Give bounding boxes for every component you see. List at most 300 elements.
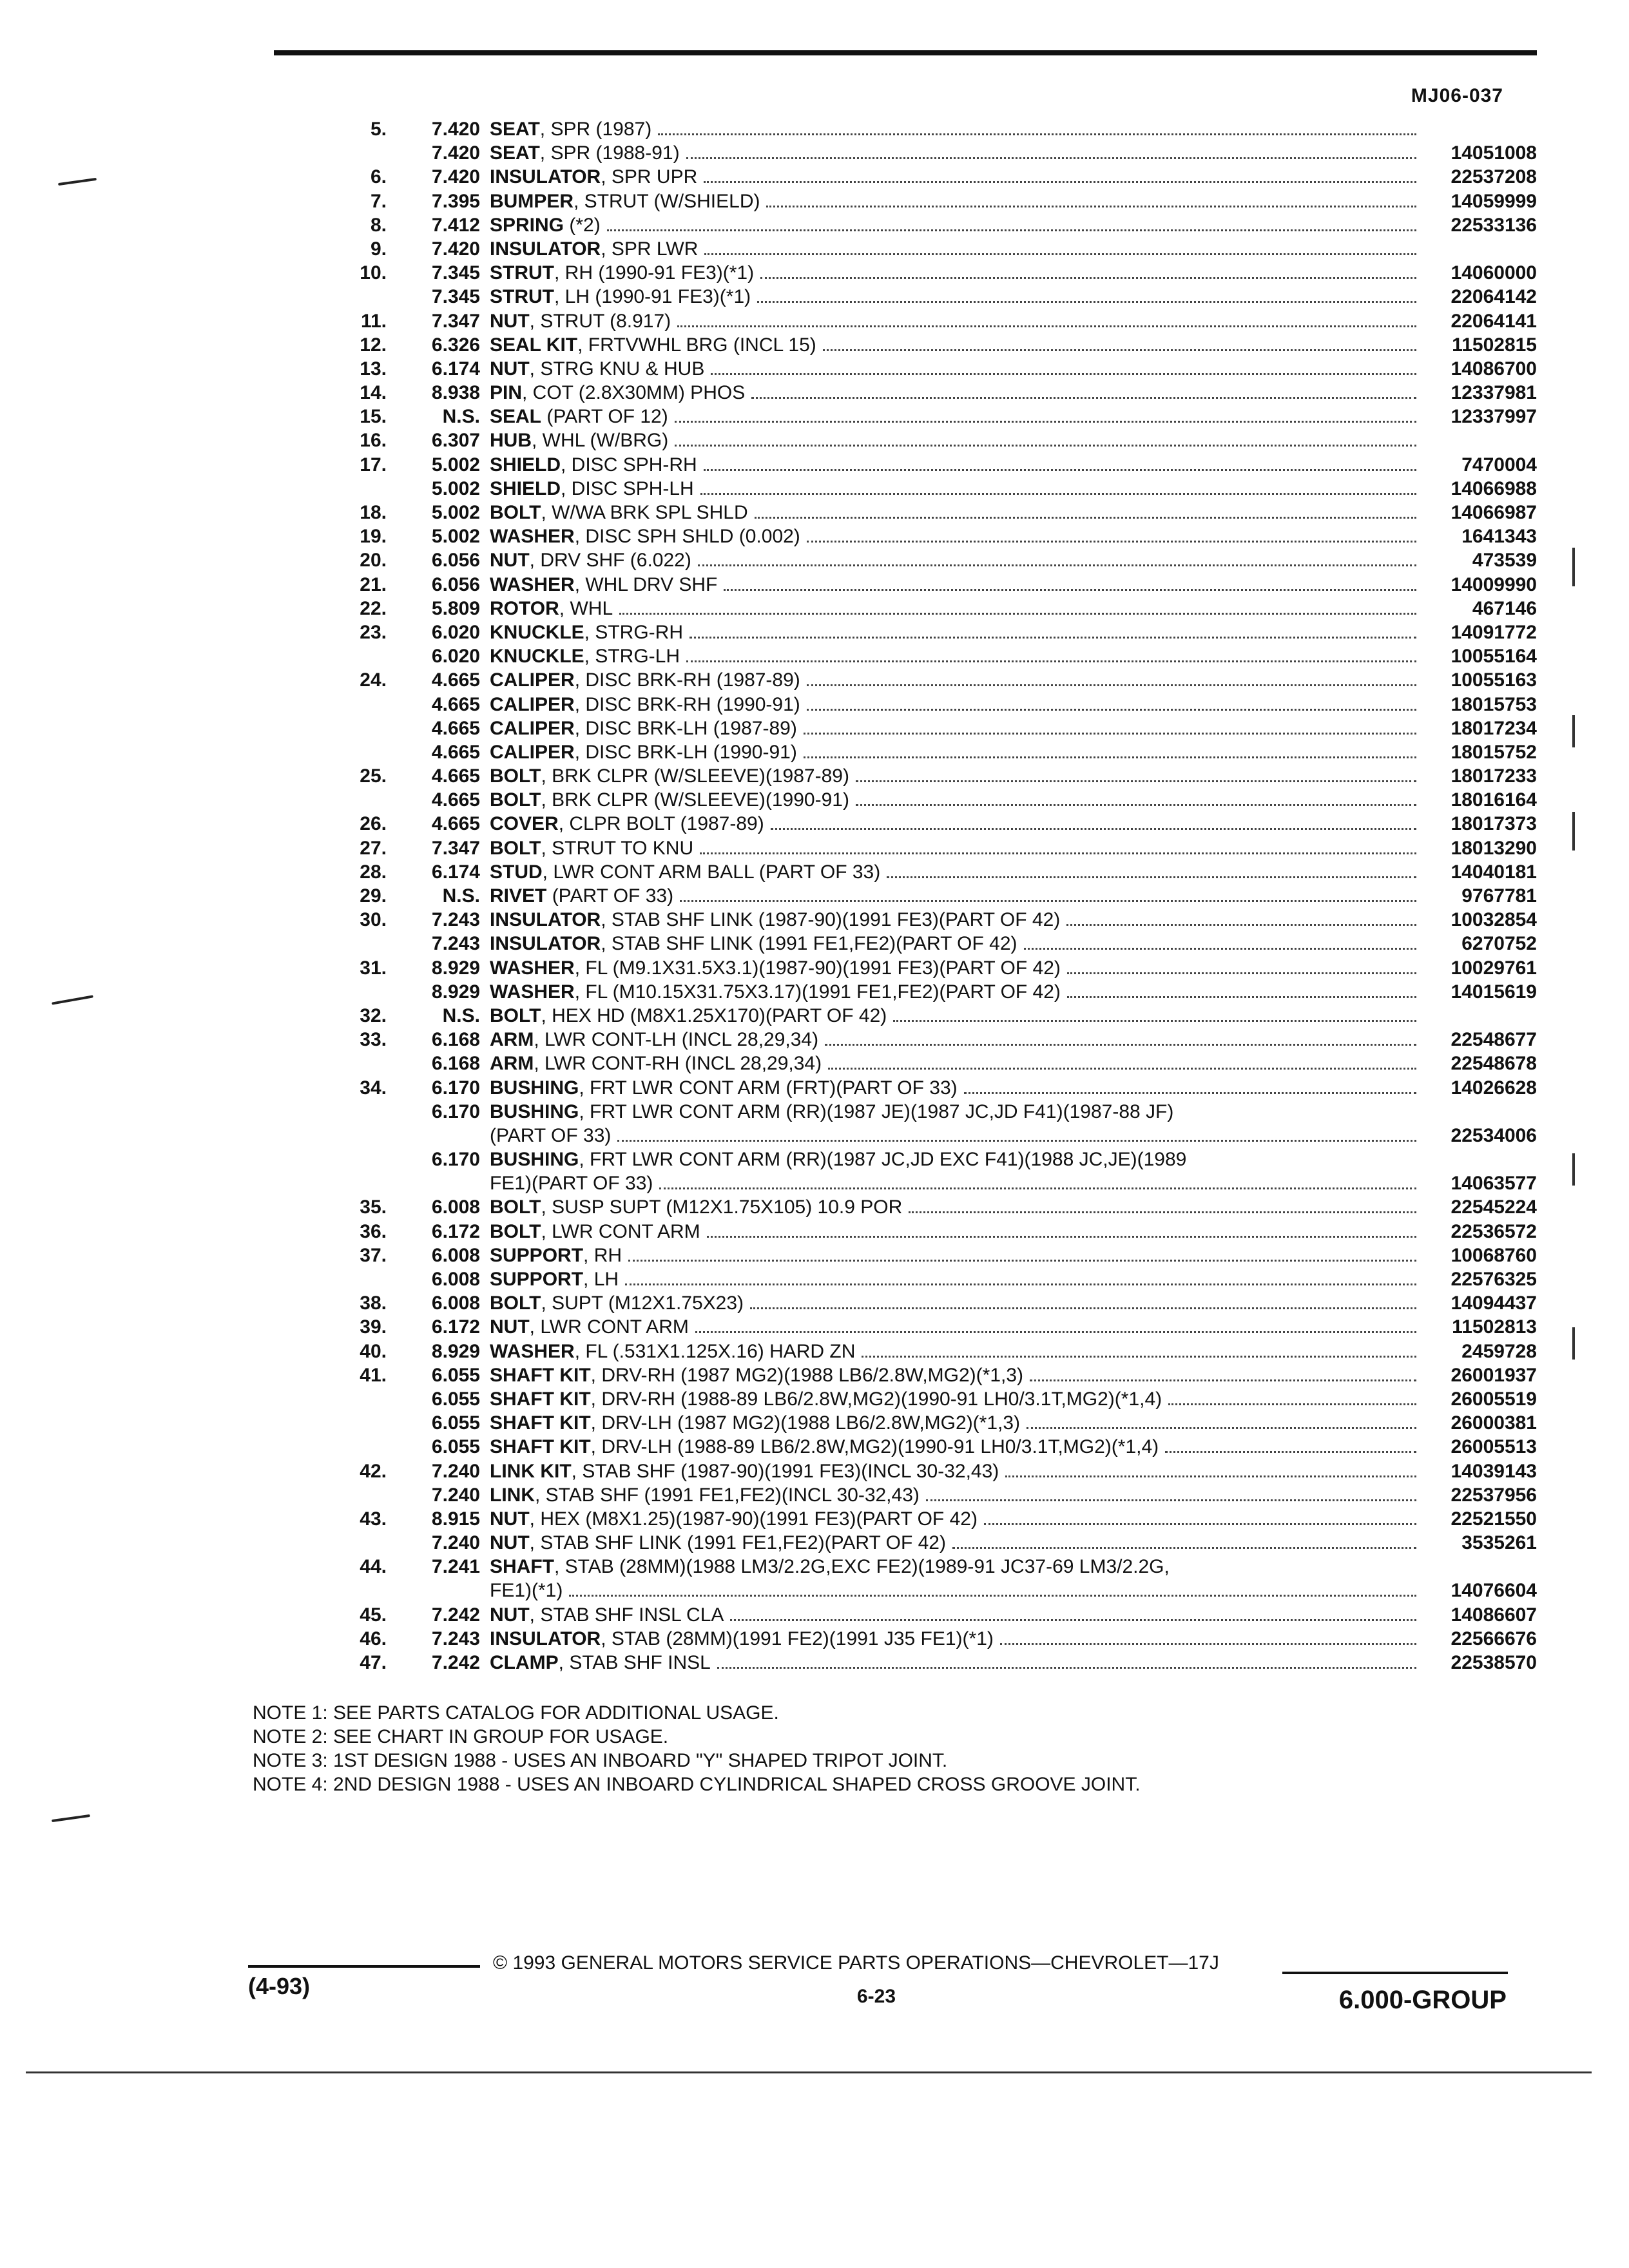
group-code: 6.008 <box>431 1269 480 1291</box>
item-number: 19. <box>360 526 387 548</box>
part-number: 22064141 <box>1451 310 1537 332</box>
dot-leader <box>750 1307 1416 1309</box>
part-number: 22538570 <box>1451 1652 1537 1674</box>
part-row <box>296 333 1537 357</box>
part-description: , WHL DRV SHF <box>574 573 718 595</box>
item-number: 23. <box>360 621 387 643</box>
note-line: NOTE 3: 1ST DESIGN 1988 - USES AN INBOARD "Y" SHAPED TRIPOT JOINT. <box>253 1750 948 1771</box>
part-number: 22534006 <box>1451 1124 1537 1146</box>
part-description: , FRT LWR CONT ARM (RR)(1987 JC,JD EXC F41)(1988 JC,JE)(1989 <box>579 1149 1187 1171</box>
item-number: 8. <box>370 214 387 236</box>
part-name: SHAFT KIT <box>490 1436 591 1458</box>
part-number: 14009990 <box>1451 573 1537 595</box>
part-name: ARM <box>490 1053 534 1075</box>
group-code: 7.347 <box>431 837 480 859</box>
group-code: 7.420 <box>431 166 480 188</box>
dot-leader <box>689 637 1416 639</box>
part-name: LINK KIT <box>490 1460 572 1482</box>
dot-leader <box>856 804 1416 806</box>
part-row <box>296 693 1537 716</box>
part-number: 26001937 <box>1451 1364 1537 1386</box>
part-row <box>296 573 1537 597</box>
dot-leader <box>704 181 1416 183</box>
part-description: , BRK CLPR (W/SLEEVE)(1987-89) <box>541 765 849 787</box>
part-row <box>296 1340 1537 1363</box>
part-row <box>296 1507 1537 1531</box>
part-number: 6270752 <box>1461 933 1537 955</box>
item-number: 14. <box>360 382 387 404</box>
part-description: (*2) <box>564 214 601 236</box>
part-number: 18017373 <box>1451 813 1537 835</box>
part-number: 473539 <box>1472 550 1537 572</box>
part-number: 14059999 <box>1451 190 1537 212</box>
part-row <box>296 1267 1537 1291</box>
part-row <box>296 357 1537 381</box>
dot-leader <box>717 1667 1416 1669</box>
item-number: 13. <box>360 358 387 380</box>
group-code: 5.002 <box>431 454 480 476</box>
part-name: BOLT <box>490 789 541 811</box>
part-name: BOLT <box>490 1220 541 1242</box>
group-code: 4.665 <box>431 693 480 715</box>
part-row <box>296 1195 1537 1219</box>
part-row <box>296 1315 1537 1339</box>
part-row <box>296 620 1537 644</box>
dot-leader <box>704 469 1416 471</box>
part-name: BOLT <box>490 765 541 787</box>
margin-mark <box>58 178 97 186</box>
part-name: NUT <box>490 310 530 332</box>
part-row <box>296 1435 1537 1459</box>
dot-leader <box>700 852 1416 854</box>
part-row <box>296 908 1537 932</box>
part-number: 14040181 <box>1451 861 1537 883</box>
group-code: 6.055 <box>431 1364 480 1386</box>
item-number: 47. <box>360 1652 387 1674</box>
part-number: 11502813 <box>1452 1316 1537 1338</box>
top-rule <box>274 50 1537 55</box>
part-name: SHAFT KIT <box>490 1364 591 1386</box>
part-number: 22536572 <box>1451 1220 1537 1242</box>
page-number: 6-23 <box>857 1986 896 2007</box>
document-id: MJ06-037 <box>1411 85 1503 106</box>
group-code: 7.243 <box>431 909 480 931</box>
part-number: 26005519 <box>1451 1388 1537 1410</box>
dot-leader <box>804 733 1416 735</box>
part-name: INSULATOR <box>490 166 601 188</box>
part-name: CALIPER <box>490 693 575 715</box>
part-name: INSULATOR <box>490 238 601 260</box>
part-name: NUT <box>490 550 530 572</box>
part-description: , FRT LWR CONT ARM (RR)(1987 JE)(1987 JC,JD F41)(1987-88 JF) <box>579 1100 1174 1122</box>
dot-leader <box>695 1331 1416 1333</box>
footer-rule-right <box>1282 1972 1508 1974</box>
part-number: 14066988 <box>1451 477 1537 499</box>
part-name: CALIPER <box>490 717 575 739</box>
part-number: 22548677 <box>1451 1029 1537 1051</box>
part-name: BOLT <box>490 1196 541 1218</box>
part-description: , W/WA BRK SPL SHLD <box>541 502 748 523</box>
part-number: 14051008 <box>1451 142 1537 164</box>
footer-date: (4-93) <box>248 1973 311 1999</box>
dot-leader <box>1067 972 1416 974</box>
group-code: 7.420 <box>431 142 480 164</box>
part-description: , STRUT TO KNU <box>541 837 694 859</box>
part-name: SEAT <box>490 119 540 140</box>
part-row <box>296 428 1537 452</box>
part-number: 11502815 <box>1452 334 1537 356</box>
dot-leader <box>1066 924 1416 926</box>
part-name: INSULATOR <box>490 1628 601 1649</box>
group-code: 7.347 <box>431 310 480 332</box>
group-code: 8.938 <box>431 382 480 404</box>
part-number: 22537208 <box>1451 166 1537 188</box>
part-name: INSULATOR <box>490 909 601 931</box>
part-description: , RH (1990-91 FE3)(*1) <box>554 262 755 284</box>
part-number: 22521550 <box>1451 1508 1537 1530</box>
part-number: 10068760 <box>1451 1244 1537 1266</box>
part-row <box>296 1627 1537 1651</box>
item-number: 9. <box>370 238 387 260</box>
group-code: 7.242 <box>431 1604 480 1626</box>
item-number: 24. <box>360 669 387 691</box>
part-description: , DRV SHF (6.022) <box>529 550 691 572</box>
dot-leader <box>686 157 1416 159</box>
group-code: 4.665 <box>431 765 480 787</box>
group-code: 7.243 <box>431 1628 480 1649</box>
part-description: , STAB SHF INSL <box>558 1652 711 1674</box>
edge-mark <box>1572 1153 1575 1186</box>
part-description: , DISC SPH-LH <box>561 477 694 499</box>
part-row <box>296 405 1537 428</box>
note-line: NOTE 4: 2ND DESIGN 1988 - USES AN INBOARD CYLINDRICAL SHAPED CROSS GROOVE JOINT. <box>253 1774 1141 1795</box>
item-number: 43. <box>360 1508 387 1530</box>
part-name: PIN <box>490 382 523 404</box>
group-code: 6.008 <box>431 1244 480 1266</box>
part-name: SHAFT KIT <box>490 1412 591 1434</box>
group-label: 6.000-GROUP <box>1338 1986 1507 2014</box>
part-name: SUPPORT <box>490 1244 584 1266</box>
group-code: 7.395 <box>431 190 480 212</box>
part-name: CALIPER <box>490 669 575 691</box>
group-code: 6.056 <box>431 573 480 595</box>
dot-leader <box>825 1044 1416 1046</box>
part-number: 10055163 <box>1451 669 1537 691</box>
part-description-continued: FE1)(PART OF 33) <box>490 1173 653 1195</box>
part-name: NUT <box>490 1604 530 1626</box>
part-number: 18015752 <box>1451 741 1537 763</box>
part-row <box>296 1291 1537 1315</box>
item-number: 11. <box>360 310 387 332</box>
margin-mark <box>52 995 93 1004</box>
part-number: 9767781 <box>1461 885 1537 907</box>
edge-mark <box>1572 548 1575 586</box>
part-name: HUB <box>490 430 532 452</box>
dot-leader <box>1165 1451 1416 1453</box>
dot-leader <box>751 397 1416 399</box>
group-code: 4.665 <box>431 717 480 739</box>
part-number: 26005513 <box>1451 1436 1537 1458</box>
part-name: WASHER <box>490 957 575 979</box>
dot-leader <box>628 1260 1416 1262</box>
part-number: 22566676 <box>1451 1628 1537 1649</box>
part-name: SPRING <box>490 214 564 236</box>
parts-list <box>296 117 1537 1675</box>
group-code: 6.172 <box>431 1316 480 1338</box>
part-name: SHAFT <box>490 1556 554 1578</box>
part-description: , STAB SHF LINK (1991 FE1,FE2)(PART OF 42) <box>529 1532 946 1554</box>
part-number: 14026628 <box>1451 1077 1537 1099</box>
part-row <box>296 644 1537 668</box>
dot-leader <box>984 1523 1416 1525</box>
group-code: 7.420 <box>431 238 480 260</box>
part-description: , STAB SHF LINK (1987-90)(1991 FE3)(PART OF 42) <box>601 909 1061 931</box>
dot-leader <box>607 229 1416 231</box>
part-row <box>296 764 1537 788</box>
group-code: 4.665 <box>431 813 480 835</box>
group-code: 6.168 <box>431 1053 480 1075</box>
part-description: , SPR LWR <box>601 238 699 260</box>
part-name: BOLT <box>490 837 541 859</box>
part-number: 14094437 <box>1451 1293 1537 1314</box>
part-number: 22064142 <box>1451 286 1537 308</box>
group-code: N.S. <box>442 885 480 907</box>
part-name: RIVET <box>490 885 547 907</box>
part-number: 12337997 <box>1451 406 1537 428</box>
group-code: 6.170 <box>431 1149 480 1171</box>
dot-leader <box>569 1595 1416 1597</box>
dot-leader <box>700 493 1416 495</box>
item-number: 16. <box>360 430 387 452</box>
part-number: 18015753 <box>1451 693 1537 715</box>
footer-rule-left <box>248 1965 480 1968</box>
item-number: 45. <box>360 1604 387 1626</box>
part-row <box>296 189 1537 213</box>
part-description: , LH (1990-91 FE3)(*1) <box>554 286 751 308</box>
part-description: , STRG-LH <box>584 646 680 668</box>
part-number: 14086607 <box>1451 1604 1537 1626</box>
part-row <box>296 309 1537 333</box>
item-number: 6. <box>370 166 387 188</box>
group-code: 8.915 <box>431 1508 480 1530</box>
part-description: , DISC BRK-RH (1990-91) <box>574 693 800 715</box>
part-description: , WHL (W/BRG) <box>532 430 669 452</box>
group-code: 6.008 <box>431 1293 480 1314</box>
item-number: 26. <box>360 813 387 835</box>
part-description: , STAB SHF LINK (1991 FE1,FE2)(PART OF 42) <box>601 933 1017 955</box>
part-description: , FL (M9.1X31.5X3.1)(1987-90)(1991 FE3)(PART OF 42) <box>574 957 1061 979</box>
part-name: STRUT <box>490 262 554 284</box>
group-code: 6.307 <box>431 430 480 452</box>
dot-leader <box>686 660 1416 662</box>
part-row <box>296 668 1537 692</box>
part-row <box>296 453 1537 477</box>
part-row <box>296 980 1537 1004</box>
group-code: 6.174 <box>431 358 480 380</box>
part-number: 10032854 <box>1451 909 1537 931</box>
part-row <box>296 524 1537 548</box>
part-description: , LH <box>583 1269 619 1291</box>
part-name: BOLT <box>490 1293 541 1314</box>
part-name: SEAL <box>490 406 542 428</box>
part-description: , WHL <box>559 597 613 619</box>
group-code: 5.002 <box>431 502 480 523</box>
part-name: COVER <box>490 813 559 835</box>
part-description: , FRTVWHL BRG (INCL 15) <box>577 334 816 356</box>
part-row <box>296 1052 1537 1075</box>
group-code: 6.326 <box>431 334 480 356</box>
group-code: 7.240 <box>431 1460 480 1482</box>
part-row <box>296 117 1537 141</box>
part-number: 10029761 <box>1451 957 1537 979</box>
dot-leader <box>704 253 1416 255</box>
dot-leader <box>711 373 1416 375</box>
group-code: 6.008 <box>431 1196 480 1218</box>
item-number: 10. <box>360 262 387 284</box>
group-code: 6.020 <box>431 646 480 668</box>
dot-leader <box>807 541 1416 543</box>
part-name: WASHER <box>490 526 575 548</box>
part-description: , HEX HD (M8X1.25X170)(PART OF 42) <box>541 1004 887 1026</box>
dot-leader <box>730 1619 1416 1621</box>
item-number: 40. <box>360 1340 387 1362</box>
item-number: 38. <box>360 1293 387 1314</box>
part-description: , DRV-LH (1988-89 LB6/2.8W,MG2)(1990-91 LH0/3.1T,MG2)(*1,4) <box>590 1436 1159 1458</box>
group-code: 7.243 <box>431 933 480 955</box>
dot-leader <box>807 684 1416 686</box>
part-row <box>296 548 1537 572</box>
part-number: 18016164 <box>1451 789 1537 811</box>
margin-mark <box>52 1814 90 1822</box>
part-row <box>296 1148 1537 1195</box>
dot-leader <box>893 1020 1416 1022</box>
part-description-continued: FE1)(*1) <box>490 1580 563 1602</box>
note-line: NOTE 1: SEE PARTS CATALOG FOR ADDITIONAL USAGE. <box>253 1702 779 1724</box>
part-description-continued: (PART OF 33) <box>490 1124 612 1146</box>
dot-leader <box>675 421 1416 423</box>
part-description: , DISC BRK-LH (1987-89) <box>574 717 797 739</box>
item-number: 22. <box>360 597 387 619</box>
part-description: , SPR (1987) <box>539 119 652 140</box>
part-row <box>296 213 1537 237</box>
item-number: 17. <box>360 454 387 476</box>
part-row <box>296 1603 1537 1627</box>
part-row <box>296 165 1537 189</box>
part-description: , CLPR BOLT (1987-89) <box>558 813 764 835</box>
group-code: 6.056 <box>431 550 480 572</box>
part-number: 467146 <box>1472 597 1537 619</box>
part-number: 22537956 <box>1451 1484 1537 1506</box>
dot-leader <box>724 589 1416 591</box>
item-number: 29. <box>360 885 387 907</box>
dot-leader <box>926 1499 1416 1501</box>
edge-mark <box>1572 1327 1575 1360</box>
dot-leader <box>760 277 1416 279</box>
dot-leader <box>952 1547 1416 1549</box>
dot-leader <box>1024 948 1416 950</box>
part-row <box>296 237 1537 261</box>
part-description: (PART OF 12) <box>541 406 668 428</box>
part-description: , LWR CONT ARM BALL (PART OF 33) <box>542 861 881 883</box>
dot-leader <box>617 1140 1416 1142</box>
item-number: 28. <box>360 861 387 883</box>
group-code: 7.240 <box>431 1532 480 1554</box>
part-row <box>296 1220 1537 1244</box>
group-code: N.S. <box>442 406 480 428</box>
group-code: 4.665 <box>431 789 480 811</box>
part-row <box>296 812 1537 836</box>
dot-leader <box>658 133 1416 135</box>
item-number: 12. <box>360 334 387 356</box>
item-number: 25. <box>360 765 387 787</box>
group-code: 7.345 <box>431 286 480 308</box>
part-description: , STAB SHF (1987-90)(1991 FE3)(INCL 30-32,43) <box>571 1460 999 1482</box>
part-description: , STRG-RH <box>584 621 683 643</box>
part-name: SUPPORT <box>490 1269 584 1291</box>
part-number: 18013290 <box>1451 837 1537 859</box>
part-number: 14015619 <box>1451 981 1537 1003</box>
dot-leader <box>964 1092 1416 1094</box>
part-number: 14060000 <box>1451 262 1537 284</box>
part-name: NUT <box>490 1532 530 1554</box>
part-name: BUSHING <box>490 1149 579 1171</box>
part-row <box>296 381 1537 405</box>
part-row <box>296 716 1537 740</box>
group-code: 6.020 <box>431 621 480 643</box>
part-row <box>296 1459 1537 1483</box>
item-number: 35. <box>360 1196 387 1218</box>
item-number: 46. <box>360 1628 387 1649</box>
item-number: 30. <box>360 909 387 931</box>
group-code: 5.002 <box>431 477 480 499</box>
part-row <box>296 1100 1537 1148</box>
part-description: (PART OF 33) <box>546 885 674 907</box>
part-description: , STRUT (W/SHIELD) <box>574 190 760 212</box>
part-name: WASHER <box>490 981 575 1003</box>
part-row <box>296 1028 1537 1052</box>
part-row <box>296 1651 1537 1675</box>
dot-leader <box>659 1187 1416 1189</box>
dot-leader <box>757 301 1416 303</box>
part-number: 14063577 <box>1451 1173 1537 1195</box>
part-row <box>296 477 1537 501</box>
dot-leader <box>856 780 1416 782</box>
dot-leader <box>625 1283 1416 1285</box>
dot-leader <box>1067 996 1416 998</box>
part-description: , STAB (28MM)(1991 FE2)(1991 J35 FE1)(*1) <box>601 1628 994 1649</box>
note-line: NOTE 2: SEE CHART IN GROUP FOR USAGE. <box>253 1726 669 1747</box>
part-row <box>296 1363 1537 1387</box>
dot-leader <box>909 1211 1416 1213</box>
part-description: , STAB SHF (1991 FE1,FE2)(INCL 30-32,43) <box>535 1484 920 1506</box>
part-number: 14086700 <box>1451 358 1537 380</box>
part-description: , DRV-LH (1987 MG2)(1988 LB6/2.8W,MG2)(*1,3) <box>590 1412 1021 1434</box>
part-row <box>296 932 1537 956</box>
part-description: , DISC SPH-RH <box>561 454 697 476</box>
item-number: 7. <box>370 190 387 212</box>
part-number: 14039143 <box>1451 1460 1537 1482</box>
group-code: 7.240 <box>431 1484 480 1506</box>
part-name: CLAMP <box>490 1652 559 1674</box>
part-number: 12337981 <box>1451 382 1537 404</box>
part-number: 14076604 <box>1451 1580 1537 1602</box>
part-row <box>296 1076 1537 1100</box>
dot-leader <box>755 517 1416 519</box>
dot-leader <box>771 828 1416 830</box>
part-number: 22548678 <box>1451 1053 1537 1075</box>
part-name: LINK <box>490 1484 535 1506</box>
group-code: 6.174 <box>431 861 480 883</box>
